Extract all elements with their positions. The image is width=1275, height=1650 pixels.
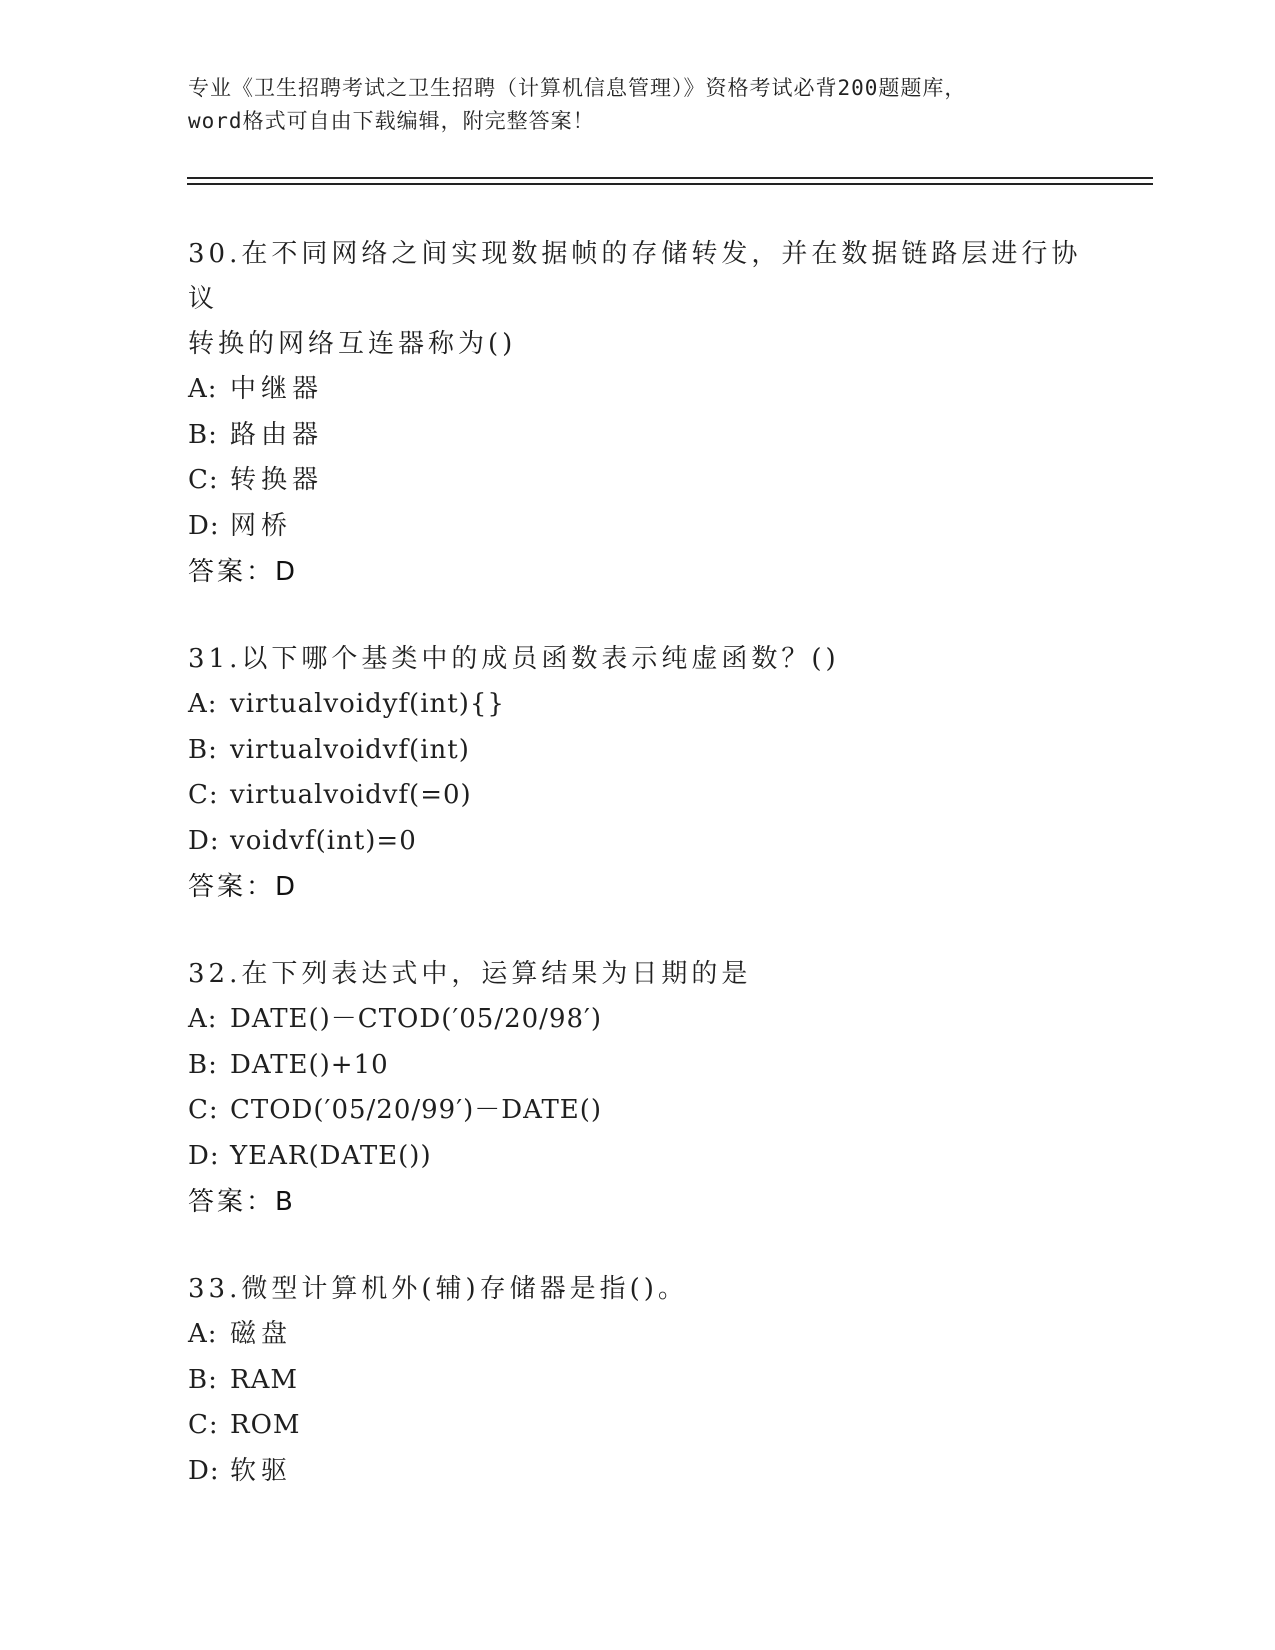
option-b (188, 1043, 1088, 1089)
option-a (188, 682, 1088, 728)
question-text-continued: 转换的网络互连器称为() (188, 329, 517, 359)
answer-line: 答案：B (188, 1187, 296, 1217)
option-text: virtualvoidvf(int) (230, 734, 470, 765)
option-label: D: (188, 1140, 220, 1171)
option-text: DATE()+10 (230, 1049, 389, 1080)
option-label: B: (188, 1364, 218, 1395)
option-c (188, 773, 1088, 819)
option-label: D: (188, 510, 220, 541)
question-list (188, 232, 1088, 1536)
header-divider-top (187, 177, 1153, 179)
question-33 (188, 1267, 1088, 1494)
question-text: 33.微型计算机外(辅)存储器是指()。 (188, 1274, 688, 1304)
option-label: A: (188, 1319, 218, 1349)
option-label: B: (188, 1049, 218, 1080)
option-label: C: (188, 465, 219, 495)
option-text: 网桥 (230, 510, 293, 541)
option-c (188, 458, 1088, 504)
option-c (188, 1403, 1088, 1449)
option-label: C: (188, 780, 219, 810)
header-line-2: word格式可自由下载编辑，附完整答案！ (188, 109, 595, 133)
option-a (188, 1312, 1088, 1358)
option-label: B: (188, 419, 218, 450)
question-text: 32.在下列表达式中，运算结果为日期的是 (188, 959, 752, 989)
option-a (188, 367, 1088, 413)
option-label: A: (188, 1004, 218, 1034)
answer-line: 答案：D (188, 557, 299, 587)
option-text: 转换器 (230, 465, 324, 495)
option-text: RAM (230, 1364, 298, 1395)
option-text: YEAR(DATE()) (230, 1140, 432, 1171)
question-31 (188, 637, 1088, 910)
option-text: 磁盘 (230, 1319, 293, 1349)
option-label: D: (188, 1455, 220, 1486)
option-a (188, 997, 1088, 1043)
option-text: virtualvoidvf(=0) (230, 780, 472, 810)
option-b (188, 728, 1088, 774)
option-c (188, 1088, 1088, 1134)
option-label: A: (188, 689, 218, 719)
option-d (188, 1449, 1088, 1495)
option-d (188, 504, 1088, 550)
option-text: 软驱 (230, 1455, 293, 1486)
option-label: C: (188, 1410, 219, 1440)
option-label: B: (188, 734, 218, 765)
question-text: 30.在不同网络之间实现数据帧的存储转发，并在数据链路层进行协议 (188, 239, 1082, 314)
question-text: 31.以下哪个基类中的成员函数表示纯虚函数？() (188, 644, 840, 674)
header-line-1: 专业《卫生招聘考试之卫生招聘（计算机信息管理）》资格考试必背200题题库， (188, 76, 967, 100)
question-30 (188, 232, 1088, 595)
option-b (188, 413, 1088, 459)
option-label: A: (188, 374, 218, 404)
option-text: 路由器 (230, 419, 324, 450)
option-d (188, 1134, 1088, 1180)
header-divider-bottom (187, 183, 1153, 185)
option-text: virtualvoidyf(int){} (230, 689, 505, 719)
option-text: ROM (230, 1410, 301, 1440)
document-header (188, 72, 1088, 138)
option-b (188, 1358, 1088, 1404)
option-d (188, 819, 1088, 865)
option-label: C: (188, 1095, 219, 1125)
answer-line: 答案：D (188, 872, 299, 902)
option-text: 中继器 (230, 374, 324, 404)
option-text: CTOD(′05/20/99′)－DATE() (230, 1095, 603, 1125)
option-text: DATE()－CTOD(′05/20/98′) (230, 1004, 603, 1034)
question-32 (188, 952, 1088, 1225)
option-text: voidvf(int)=0 (230, 825, 417, 856)
option-label: D: (188, 825, 220, 856)
